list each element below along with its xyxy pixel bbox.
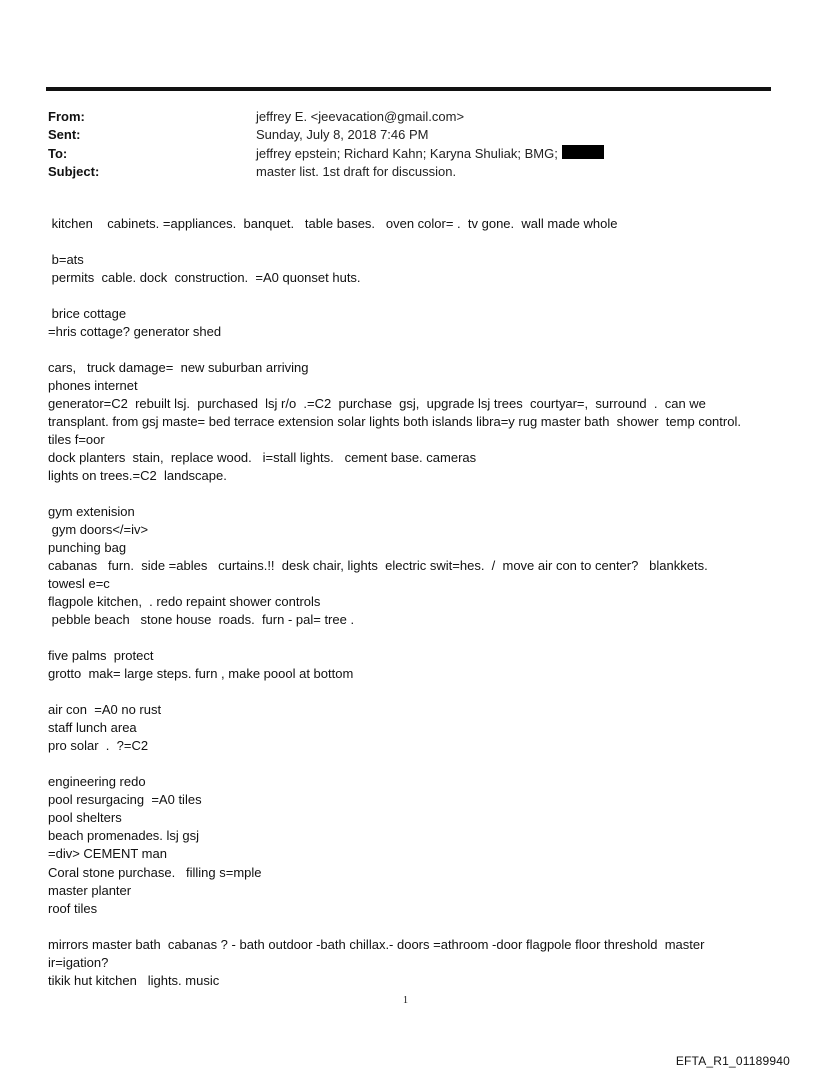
body-line: pool resurgacing =A0 tiles (48, 792, 202, 808)
body-line: pro solar . ?=C2 (48, 738, 149, 754)
body-line: phones internet (48, 377, 138, 393)
body-line: b=ats (48, 251, 84, 267)
body-line: cabanas furn. side =ables curtains.!! desk chair, lights electric swit=hes. / move air con to center? blankkets. towesl e=c (48, 558, 715, 592)
subject-value: master list. 1st draft for discussion. (256, 164, 457, 180)
body-line: pool shelters (48, 810, 122, 826)
body-line: generator=C2 rebuilt lsj. purchased lsj r/o .=C2 purchase gsj, upgrade lsj trees courtyar=, surround . can we transplant. from gsj maste= bed terrace extension solar lights both islands libra=y rug master bath shower temp control. tiles f=oor (48, 395, 749, 447)
redaction-box (562, 145, 604, 159)
to-value: jeffrey epstein; Richard Kahn; Karyna Shuliak; BMG; (256, 145, 558, 161)
body-line: tikik hut kitchen lights. music (48, 972, 220, 988)
sent-value: Sunday, July 8, 2018 7:46 PM (256, 127, 429, 143)
header-divider (46, 87, 771, 91)
body-line: grotto mak= large steps. furn , make poool at bottom (48, 666, 354, 682)
body-line: brice cottage (48, 305, 127, 321)
body-line: =div> CEMENT man (48, 846, 167, 862)
body-line: lights on trees.=C2 landscape. (48, 468, 227, 484)
body-line: five palms protect (48, 648, 154, 664)
sent-label: Sent: (48, 127, 81, 143)
from-label: From: (48, 109, 85, 124)
body-line: gym doors</=iv> (48, 521, 149, 537)
body-line: dock planters stain, replace wood. i=stall lights. cement base. cameras (48, 450, 477, 465)
paragraph-gap (48, 287, 748, 305)
subject-label: Subject: (48, 164, 100, 180)
body-line: flagpole kitchen, . redo repaint shower controls (48, 594, 321, 610)
paragraph-gap (48, 755, 748, 773)
body-line: permits cable. dock construction. =A0 quonset huts. (48, 269, 361, 285)
paragraph-gap (48, 233, 748, 251)
body-line: punching bag (48, 540, 127, 556)
to-label: To: (48, 145, 68, 161)
from-value: jeffrey E. <jeevacation@gmail.com> (256, 109, 465, 124)
body-line: staff lunch area (48, 720, 137, 736)
paragraph-gap (48, 918, 748, 936)
body-line: pebble beach stone house roads. furn - pal= tree . (48, 612, 355, 628)
body-line: Coral stone purchase. filling s=mple (48, 864, 262, 880)
body-line: beach promenades. lsj gsj (48, 828, 200, 844)
body-line: =hris cottage? generator shed (48, 323, 222, 339)
to-row (48, 145, 748, 163)
body-line: kitchen cabinets. =appliances. banquet. table bases. oven color= . tv gone. wall made whole (48, 216, 618, 231)
body-line: mirrors master bath cabanas ? - bath outdoor -bath chillax.- doors =athroom -door flagpole floor threshold master ir=igation? (48, 936, 709, 970)
subject-row (48, 163, 748, 181)
email-body (48, 215, 748, 990)
sent-row (48, 126, 748, 144)
body-line: air con =A0 no rust (48, 702, 162, 718)
page-number: 1 (403, 995, 408, 1006)
paragraph-gap (48, 683, 748, 701)
paragraph-gap (48, 341, 748, 359)
paragraph-gap (48, 485, 748, 503)
body-line: engineering redo (48, 774, 146, 790)
from-row (48, 108, 748, 126)
body-line: roof tiles (48, 900, 98, 916)
document-id: EFTA_R1_01189940 (675, 1054, 790, 1068)
paragraph-gap (48, 630, 748, 648)
body-line: gym extenision (48, 503, 135, 519)
body-line: cars, truck damage= new suburban arriving (48, 359, 309, 375)
body-line: master planter (48, 882, 132, 898)
email-header (48, 108, 748, 182)
